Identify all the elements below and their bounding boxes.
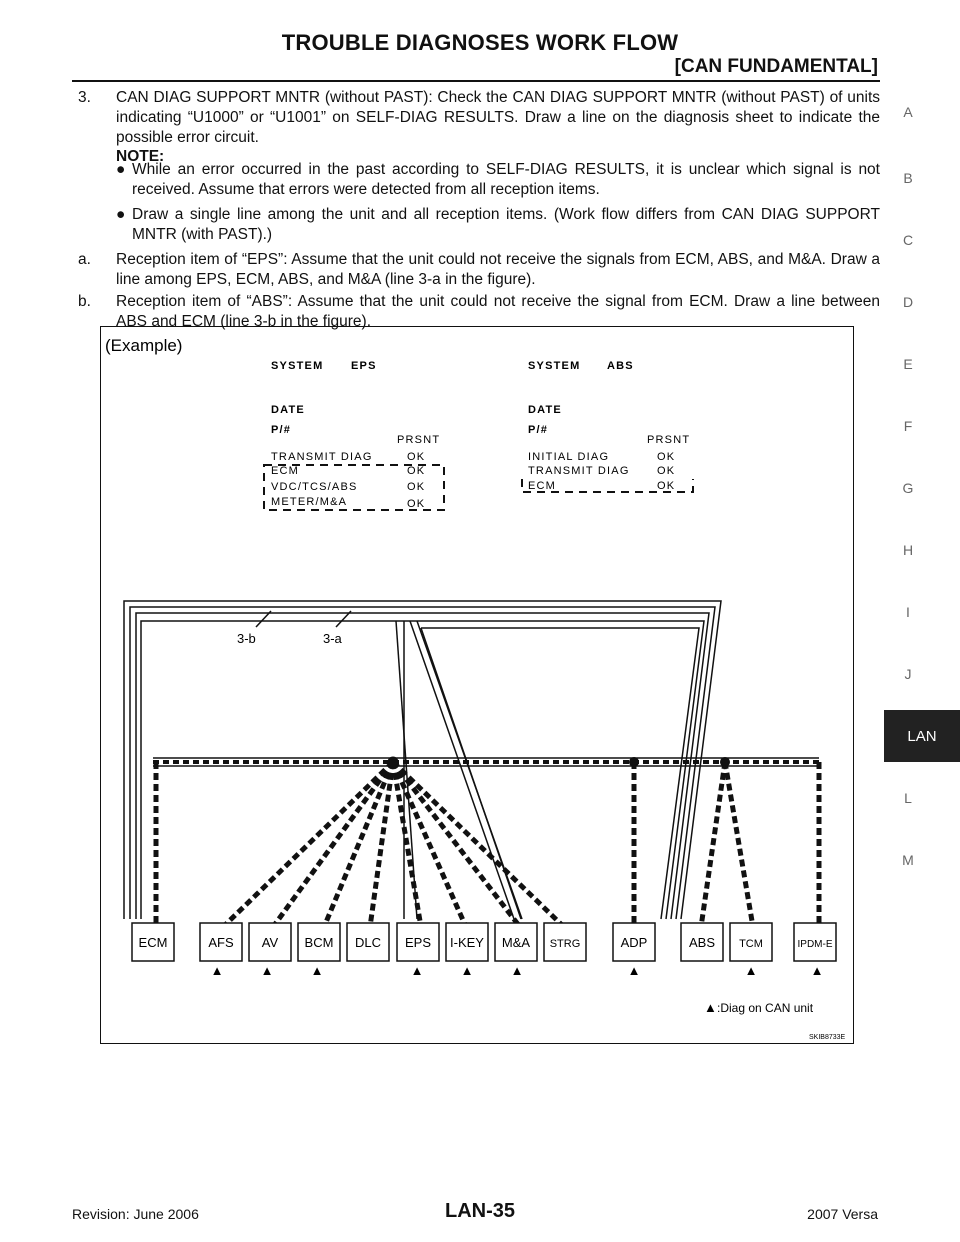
unit-label: I-KEY [450,935,484,950]
stub-abs [701,762,725,927]
side-index-j: J [904,666,912,682]
unit-label: DLC [354,935,382,950]
legend-text: :Diag on CAN unit [717,1001,814,1015]
eps-pnum: P/# [271,424,292,436]
substep-letter: a. [78,251,91,268]
substep-text: Reception item of “ABS”: Assume that the unit could not receive the signal from ECM. Draw a line between ABS and ECM (line 3-b in the figure). [116,293,880,330]
stub-av [273,762,393,927]
side-index-b: B [903,170,913,186]
unit-label: TCM [739,938,763,950]
triangle-icon: ▲ [810,963,824,978]
eps-row-item: ECM [271,465,300,477]
substep-letter: b. [78,293,91,310]
side-index-i: I [906,604,910,620]
unit-adp [613,923,655,961]
can-diagram-svg [101,327,855,1045]
substep-text: Reception item of “EPS”: Assume that the unit could not receive the signals from ECM, ABS, and M&A. Draw a line among EPS, ECM, ABS, and M&A (line 3-a in the figure). [116,251,880,288]
eps-row-val: OK [407,451,426,463]
page-title: TROUBLE DIAGNOSES WORK FLOW [281,30,679,55]
unit-label: AV [261,935,279,950]
eps-system-value: EPS [351,360,377,372]
triangle-icon: ▲ [627,963,641,978]
line-label-3b: 3-b [237,631,256,646]
abs-row-val: OK [657,451,676,463]
unit-label: ADP [620,935,648,950]
abs-screen [522,360,693,492]
unit-abs [681,923,723,961]
abs-row-item: TRANSMIT DIAG [528,465,630,477]
abs-row-val: OK [657,480,676,492]
unit-ecm [132,923,174,961]
section-subtitle: [CAN FUNDAMENTAL] [674,56,878,77]
triangle-icon: ▲ [410,963,424,978]
eps-row-val: OK [407,481,426,493]
triangle-icon: ▲ [510,963,524,978]
unit-label: M&A [501,935,531,950]
step-number: 3. [78,89,91,106]
eps-row-item: METER/M&A [271,496,348,508]
abs-system-label: SYSTEM [528,360,581,372]
can-diagnosis-figure [100,326,854,1044]
unit-afs [200,923,242,961]
unit-ipdm [794,923,836,961]
unit-tcm [730,923,772,961]
side-index-a: A [903,104,913,120]
abs-col-header: PRSNT [647,434,691,446]
unit-strg [544,923,586,961]
side-index-l: L [904,790,912,806]
note-bullet-2 [116,205,880,245]
side-index-c: C [902,232,914,248]
note-bullet-text: While an error occurred in the past according to SELF-DIAG RESULTS, it is unclear which signal is not received. Assume that errors were detected from all reception items. [132,161,880,198]
legend-triangle-icon: ▲ [704,1000,717,1015]
junction-node [630,758,639,767]
note-bullet-text: Draw a single line among the unit and all reception items. (Work flow differs from CAN DIAG SUPPORT MNTR (with PAST).) [132,206,880,243]
side-index-g: G [902,480,914,496]
abs-row-item: INITIAL DIAG [528,451,610,463]
example-label: (Example) [105,336,183,355]
unit-av [249,923,291,961]
unit-label: AFS [208,935,234,950]
footer-page-number: LAN-35 [444,1200,515,1222]
eps-col-header: PRSNT [397,434,441,446]
abs-date: DATE [528,404,562,416]
error-line [410,621,514,919]
unit-boxes [132,923,836,961]
unit-label: ECM [138,935,168,950]
step-text: CAN DIAG SUPPORT MNTR (without PAST): Check the CAN DIAG SUPPORT MNTR (without PAST) of units indicating “U1000” or “U1001” on SELF-DIAG RESULTS. Draw a line on the diagnosis sheet to indicate the possible error circuit. [116,89,880,146]
triangle-icon: ▲ [260,963,274,978]
stub-tcm [725,762,753,927]
stub-strg [393,762,564,927]
unit-label: IPDM-E [797,939,833,950]
note-bullet-1 [116,160,880,200]
unit-bcm [298,923,340,961]
abs-system-value: ABS [607,360,634,372]
eps-screen [264,360,444,510]
side-index-d: D [902,294,914,310]
side-index-e: E [903,356,913,372]
figure-code: SKIB8733E [809,1034,846,1041]
unit-dlc [347,923,389,961]
side-index-h: H [902,542,914,558]
triangle-icon: ▲ [210,963,224,978]
unit-label: EPS [404,935,432,950]
error-line [421,628,521,919]
error-line [141,621,704,919]
stub-afs [223,762,393,927]
abs-row-val: OK [657,465,676,477]
side-index-m: M [902,852,914,868]
eps-row-item: VDC/TCS/ABS [271,481,358,493]
substep-a [78,250,880,290]
header-rule [72,80,880,82]
eps-system-label: SYSTEM [271,360,324,372]
side-index-lan-tab: LAN [884,710,960,762]
note-heading: NOTE: [116,148,165,165]
unit-label: BCM [304,935,334,950]
side-index-f: F [903,418,913,434]
unit-label: STRG [549,938,581,950]
unit-ikey [446,923,488,961]
unit-eps [397,923,439,961]
bullet-dot: ● [116,206,126,223]
eps-row-item: TRANSMIT DIAG [271,451,373,463]
can-bus [153,757,819,927]
eps-row-val: OK [407,465,426,477]
unit-ma [495,923,537,961]
abs-pnum: P/# [528,424,549,436]
triangle-icon: ▲ [460,963,474,978]
eps-date: DATE [271,404,305,416]
junction-node [721,758,730,767]
triangle-icon: ▲ [310,963,324,978]
eps-row-val: OK [407,498,426,510]
line-label-3a: 3-a [323,631,342,646]
diag-markers [211,963,824,978]
junction-node [388,757,398,767]
triangle-icon: ▲ [744,963,758,978]
bullet-dot: ● [116,161,126,178]
footer-revision: Revision: June 2006 [72,1206,199,1222]
step-3 [78,88,880,148]
abs-row-item: ECM [528,480,557,492]
unit-label: ABS [688,935,716,950]
footer-model: 2007 Versa [807,1206,878,1222]
